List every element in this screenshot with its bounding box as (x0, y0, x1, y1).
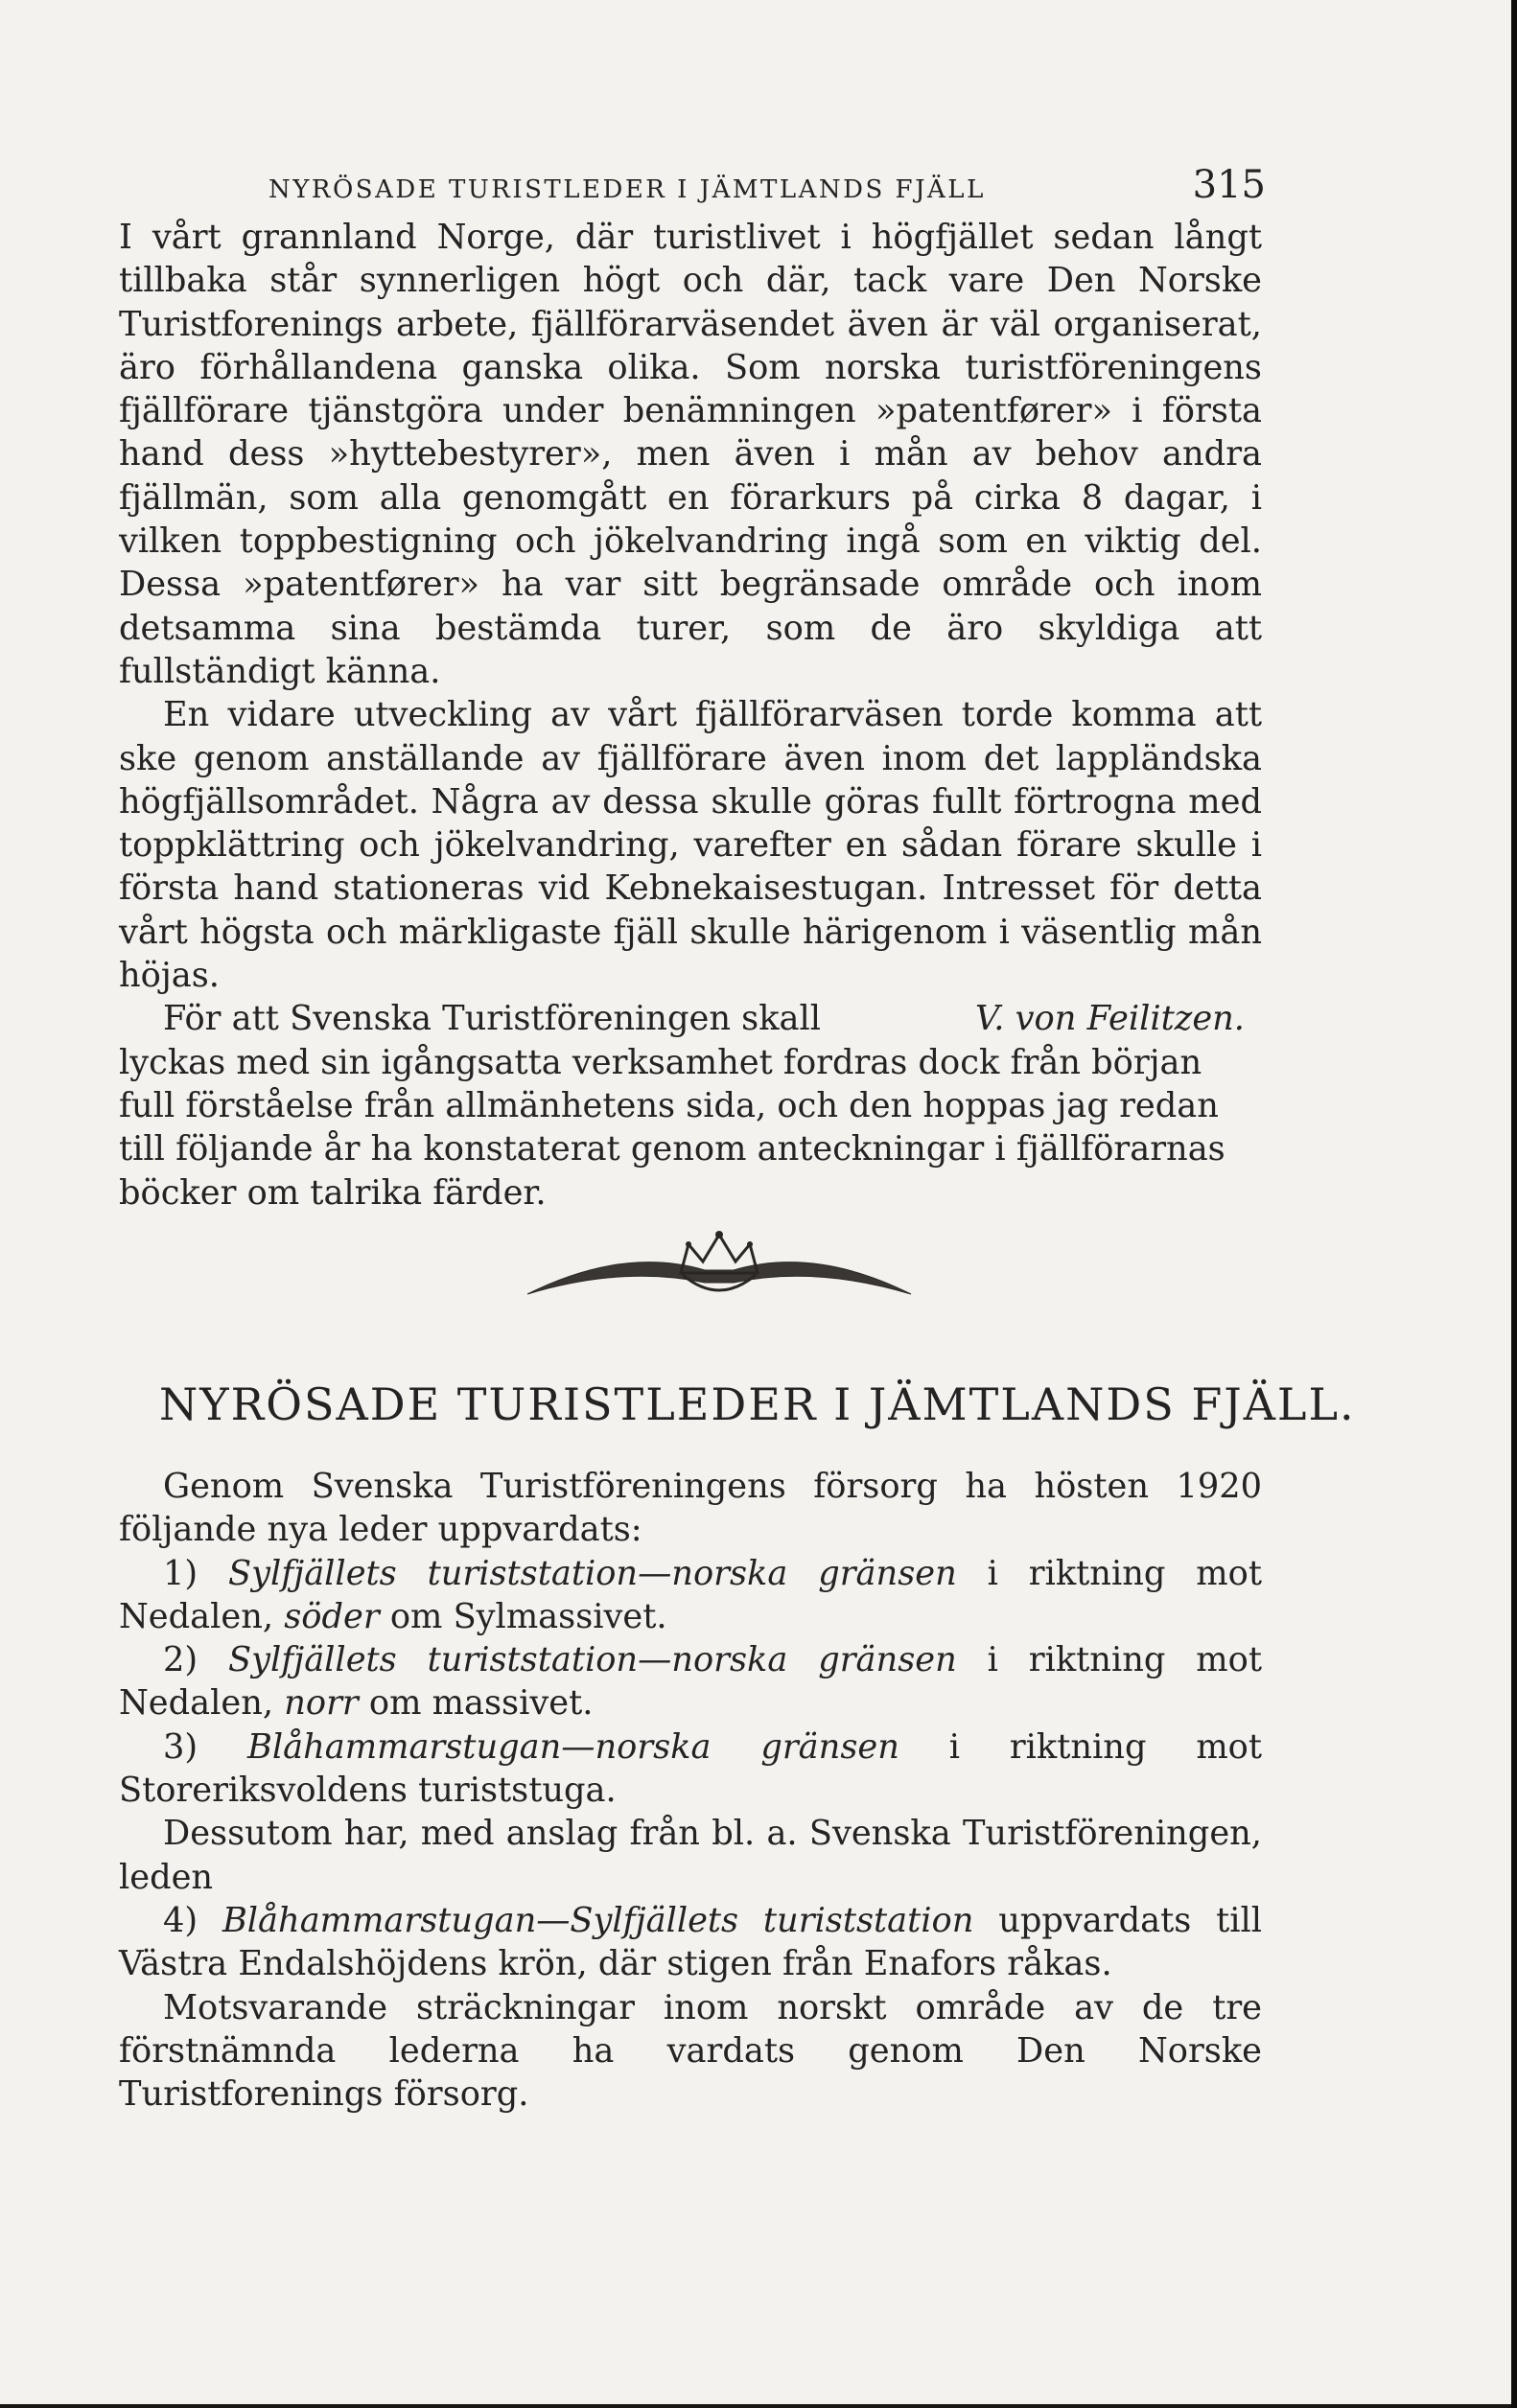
item-text: om Sylmassivet. (379, 1596, 667, 1636)
section-title: NYRÖSADE TURISTLEDER I JÄMTLANDS FJÄLL. (159, 1378, 1356, 1430)
direction: söder (284, 1596, 380, 1636)
route-name: Blåhammarstugan—norska gränsen (246, 1726, 899, 1767)
scan-edge (1511, 0, 1517, 2408)
item-text: uppvardats till Västra Endalshöjdens krön, där stigen från Enafors råkas. (119, 1900, 1262, 1984)
item-number: 3) (163, 1726, 198, 1767)
list-item (119, 1638, 1262, 1725)
item-number: 2) (163, 1640, 198, 1680)
paragraph: I vårt grannland Norge, där turistlivet i högfjället sedan långt tillbaka står synnerligen högt och där, tack vare Den Norske Turistforenings arbete, fjällförarväsendet även är väl organiserat, äro förhållandena ganska olika. Som norska turistföreningens fjällförare tjänstgöra under benämningen »patentfører» i första hand dess »hyttebestyrer», men även i mån av behov andra fjällmän, som alla genomgått en förarkurs på cirka 8 dagar, i vilken toppbestigning och jökelvandring ingå som en viktig del. Dessa »patentfører» ha var sitt begränsade område och inom detsamma sina bestämda turer, som de äro skyldiga att fullständigt känna. (119, 218, 1262, 691)
item-number: 4) (163, 1900, 198, 1940)
list-item (119, 1552, 1262, 1639)
list-item (119, 1899, 1262, 1986)
crown-ornament-icon (518, 1227, 921, 1313)
item-text: i riktning mot Nedalen, (119, 1553, 1262, 1636)
route-name: Sylfjällets turiststation—norska gränsen (228, 1640, 957, 1680)
item-text: om massivet. (358, 1683, 594, 1724)
route-name: Sylfjällets turiststation—norska gränsen (228, 1553, 957, 1593)
paragraph: En vidare utveckling av vårt fjällförarväsen torde komma att ske genom anställande av fjällförare även inom det lappländska högfjällsområdet. Några av dessa skulle göras fullt förtrogna med toppklättring och jökelvandring, varefter en sådan förare skulle i första hand stationeras vid Kebnekaisestugan. Intresset för detta vårt högsta och märkligaste fjäll skulle härigenom i väsentlig mån höjas. (119, 695, 1262, 996)
paragraph-text: För att Svenska Turistföreningen skall lyckas med sin igångsatta verksamhet fordras dock från början full förståelse från allmänhetens sida, och den hoppas jag redan till följande år ha konstaterat genom anteckningar i fjällförarnas böcker om talrika färder. (119, 999, 1225, 1213)
paragraph (119, 997, 1262, 1214)
paragraph: Genom Svenska Turistföreningens försorg ha hösten 1920 följande nya leder uppvardats: (119, 1467, 1262, 1550)
signature: V. von Feilitzen. (975, 999, 1245, 1039)
running-head (268, 163, 1266, 207)
paragraph: Motsvarande sträckningar inom norskt område av de tre förstnämnda lederna ha vardats genom Den Norske Turistforenings försorg. (119, 1987, 1262, 2115)
list-item (119, 1725, 1262, 1813)
route-name: Blåhammarstugan—Sylfjällets turiststation (222, 1900, 974, 1940)
item-number: 1) (163, 1553, 198, 1593)
paragraph: Dessutom har, med anslag från bl. a. Svenska Turistföreningen, leden (119, 1814, 1262, 1897)
article-turistleder-text (119, 1465, 1262, 2116)
article-fjallforare-text (119, 216, 1262, 1215)
page-number: 315 (1192, 163, 1266, 207)
running-title: NYRÖSADE TURISTLEDER I JÄMTLANDS FJÄLL (268, 175, 986, 204)
item-text: i riktning mot Nedalen, (119, 1640, 1262, 1724)
direction: norr (284, 1683, 359, 1724)
item-text: i riktning mot Storeriksvoldens turiststuga. (119, 1726, 1263, 1811)
